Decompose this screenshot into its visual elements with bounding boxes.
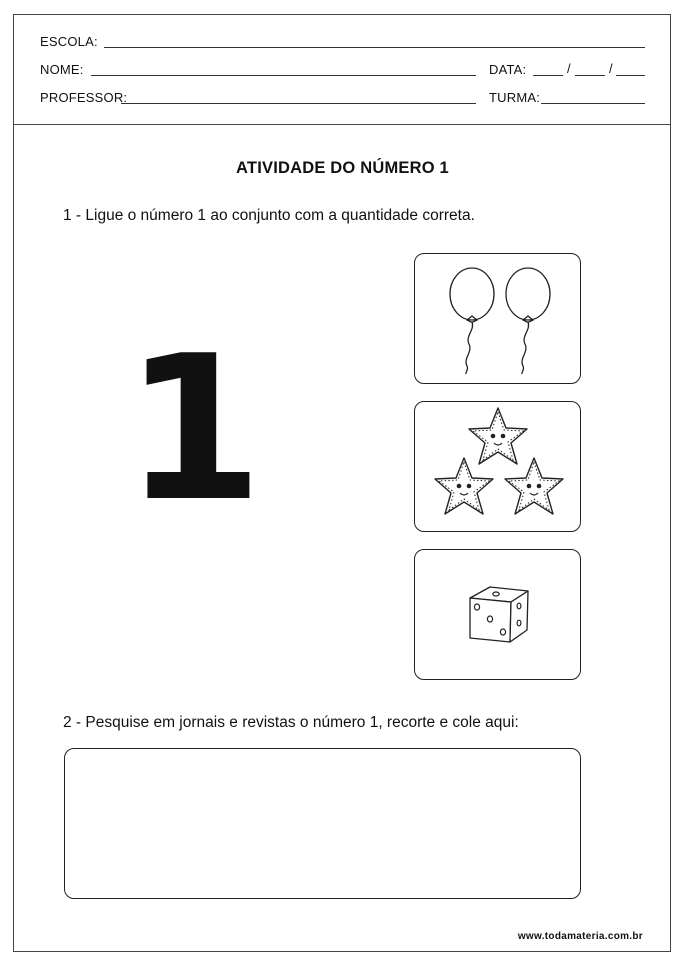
big-number-one: 1 [124, 313, 264, 546]
turma-field[interactable] [541, 103, 645, 104]
data-label: DATA: [489, 62, 527, 77]
paste-area-box[interactable] [64, 748, 581, 899]
professor-field[interactable] [121, 103, 476, 104]
question-1-text: 1 - Ligue o número 1 ao conjunto com a quantidade correta. [63, 207, 475, 224]
date-separator-1: / [567, 61, 571, 76]
date-year-field[interactable] [616, 75, 645, 76]
option-starfish-box[interactable] [414, 401, 581, 532]
turma-label: TURMA: [489, 90, 541, 105]
dice-icon [415, 550, 582, 681]
escola-field[interactable] [104, 47, 645, 48]
escola-label: ESCOLA: [40, 34, 98, 49]
option-balloons-box[interactable] [414, 253, 581, 384]
footer-url: www.todamateria.com.br [517, 931, 643, 942]
date-separator-2: / [609, 61, 613, 76]
nome-field[interactable] [91, 75, 476, 76]
date-day-field[interactable] [533, 75, 563, 76]
starfish-icon [415, 402, 582, 533]
header-divider [13, 124, 671, 125]
question-2-text: 2 - Pesquise em jornais e revistas o número 1, recorte e cole aqui: [63, 714, 519, 731]
nome-label: NOME: [40, 62, 84, 77]
balloon-icon [415, 254, 582, 385]
date-month-field[interactable] [575, 75, 605, 76]
professor-label: PROFESSOR: [40, 90, 128, 105]
option-dice-box[interactable] [414, 549, 581, 680]
page-title: ATIVIDADE DO NÚMERO 1 [236, 159, 449, 177]
